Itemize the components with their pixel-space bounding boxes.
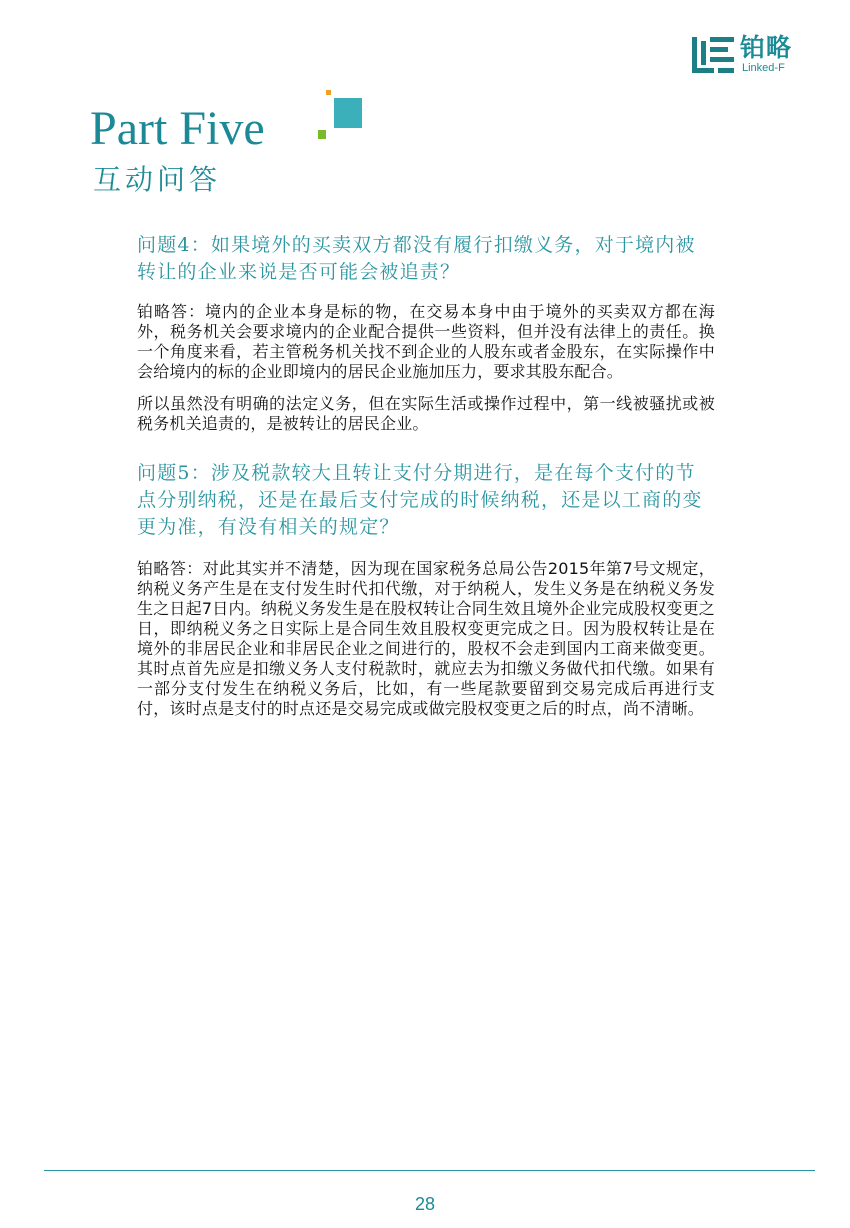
section-title: Part Five [90,102,265,155]
section-subtitle: 互动问答 [93,163,222,196]
logo-mark-icon [692,37,734,73]
decorative-squares-icon [318,90,368,142]
question-5: 问题5：涉及税款较大且转让支付分期进行，是在每个支付的节点分别纳税，还是在最后支付完成的时候纳税，还是以工商的变更为准，有没有相关的规定？ [137,462,703,538]
answer-4-paragraph-2: 所以虽然没有明确的法定义务，但在实际生活或操作过程中，第一线被骚扰或被税务机关追责的，是被转让的居民企业。 [137,394,715,433]
qa-content [137,232,715,719]
answer-4-paragraph-1: 铂略答：境内的企业本身是标的物，在交易本身中由于境外的买卖双方都在海外，税务机关会要求境内的企业配合提供一些资料，但并没有法律上的责任。换一个角度来看，若主管税务机关找不到企业的人股东或者金股东，在实际操作中会给境内的标的企业即境内的居民企业施加压力，要求其股东配合。 [137,302,715,381]
logo-chinese-text: 铂略 [740,33,793,62]
question-4: 问题4：如果境外的买卖双方都没有履行扣缴义务，对于境内被转让的企业来说是否可能会被追责？ [137,234,696,283]
footer-divider [44,1170,815,1171]
page-number: 28 [414,1194,436,1214]
brand-logo [692,34,808,76]
logo-english-text: Linked-F [742,62,785,74]
answer-5-paragraph-1: 铂略答：对此其实并不清楚，因为现在国家税务总局公告2015年第7号文规定，纳税义务产生是在支付发生时代扣代缴，对于纳税人，发生义务是在纳税义务发生之日起7日内。纳税义务发生是在股权转让合同生效且境外企业完成股权变更之日，即纳税义务之日实际上是合同生效且股权变更完成之日。因为股权转让是在境外的非居民企业和非居民企业之间进行的，股权不会走到国内工商来做变更。其时点首先应是扣缴义务人支付税款时，就应去为扣缴义务做代扣代缴。如果有一部分支付发生在纳税义务后，比如，有一些尾款要留到交易完成后再进行支付，该时点是支付的时点还是交易完成或做完股权变更之后的时点，尚不清晰。 [137,559,715,718]
